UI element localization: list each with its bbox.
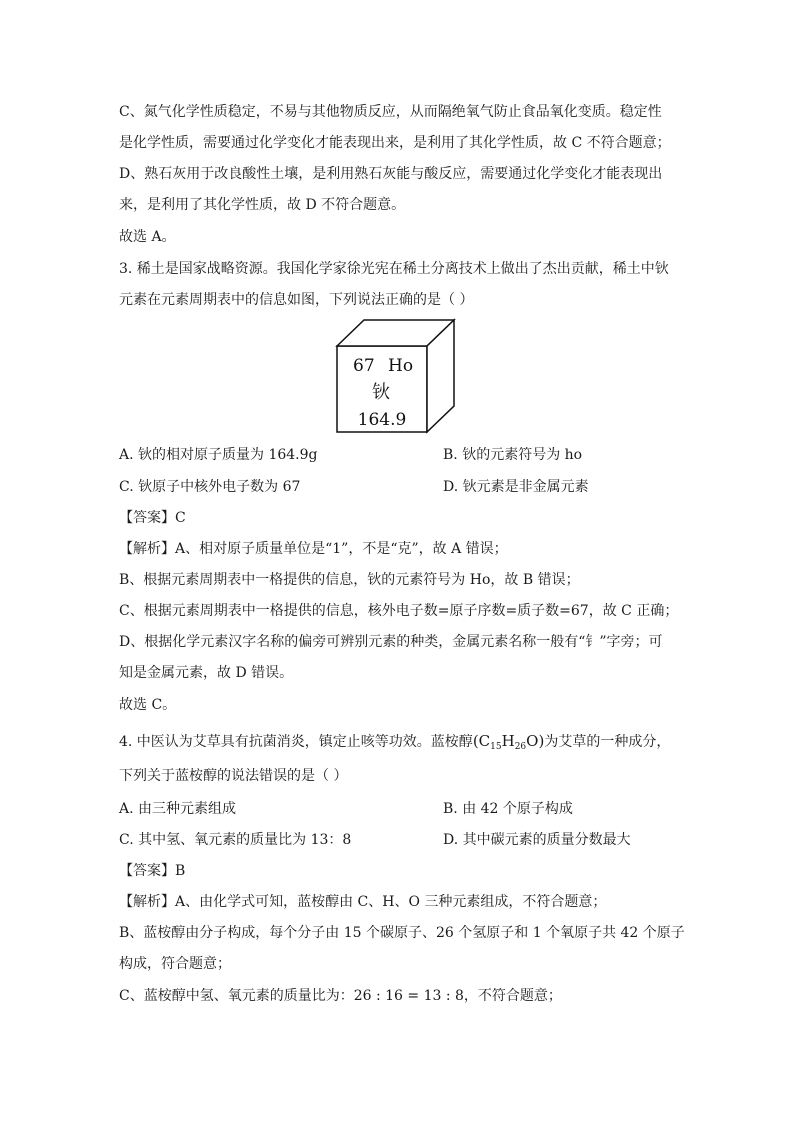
q4-analysis-a: 【解析】A、由化学式可知，蓝桉醇由 C、H、O 三种元素组成，不符合题意；: [119, 894, 607, 910]
q3-stem-line1: 3. 稀土是国家战略资源。我国化学家徐光宪在稀土分离技术上做出了杰出贡献，稀土中钬: [119, 261, 669, 277]
q2-c-line1: C、氮气化学性质稳定，不易与其他物质反应，从而隔绝氧气防止食品氧化变质。稳定性: [119, 104, 662, 120]
element-number: 67: [353, 356, 375, 376]
q4-option-c: C. 其中氢、氧元素的质量比为 13：8: [119, 832, 352, 848]
q3-analysis-b: B、根据元素周期表中一格提供的信息，钬的元素符号为 Ho，故 B 错误；: [119, 572, 580, 588]
q2-choice: 故选 A。: [119, 229, 176, 245]
q4-option-a: A. 由三种元素组成: [119, 801, 237, 817]
q2-d-line2: 来，是利用了其化学性质，故 D 不符合题意。: [119, 197, 406, 213]
element-cube-figure: [334, 318, 460, 438]
q3-option-c: C. 钬原子中核外电子数为 67: [119, 479, 301, 495]
q4-stem-pre: 4. 中医认为艾草具有抗菌消炎，镇定止咳等功效。蓝桉醇: [119, 734, 473, 750]
q3-option-d: D. 钬元素是非金属元素: [443, 479, 589, 495]
q3-analysis-d1: D、根据化学元素汉字名称的偏旁可辨别元素的种类，金属元素名称一般有“钅”字旁；可: [119, 634, 663, 650]
q2-d-line1: D、熟石灰用于改良酸性土壤，是利用熟石灰能与酸反应，需要通过化学变化才能表现出: [119, 166, 663, 182]
q4-answer: 【答案】B: [119, 863, 186, 879]
q3-choice: 故选 C。: [119, 697, 177, 713]
q4-analysis-b2: 构成，符合题意；: [119, 956, 231, 972]
q3-analysis-d2: 知是金属元素，故 D 错误。: [119, 665, 294, 681]
element-symbol: Ho: [388, 356, 414, 376]
q4-analysis-b1: B、蓝桉醇由分子构成，每个分子由 15 个碳原子、26 个氢原子和 1 个氧原子共 42 个原子: [119, 925, 685, 941]
chemical-formula: $(C_{15}H_{26}O)$: [472, 732, 545, 752]
q3-stem-line2: 元素在元素周期表中的信息如图，下列说法正确的是（ ）: [119, 292, 474, 308]
q4-analysis-c: C、蓝桉醇中氢、氧元素的质量比为：26 : 16 = 13 : 8，不符合题意；: [119, 988, 562, 1004]
q4-stem-line2: 下列关于蓝桉醇的说法错误的是（ ）: [119, 768, 348, 784]
q4-option-d: D. 其中碳元素的质量分数最大: [443, 832, 631, 848]
q3-analysis-a: 【解析】A、相对原子质量单位是“1”，不是“克”，故 A 错误；: [119, 541, 508, 557]
element-name: 钬: [372, 382, 390, 403]
q4-stem-line1: [119, 731, 670, 757]
q3-answer: 【答案】C: [119, 510, 186, 526]
q3-option-a: A. 钬的相对原子质量为 164.9g: [119, 447, 318, 463]
q3-analysis-c: C、根据元素周期表中一格提供的信息，核外电子数=原子序数=质子数=67，故 C 正确；: [119, 603, 679, 619]
q3-option-b: B. 钬的元素符号为 ho: [443, 447, 583, 463]
q2-c-line2: 是化学性质，需要通过化学变化才能表现出来，是利用了其化学性质，故 C 不符合题意；: [119, 135, 671, 151]
q4-option-b: B. 由 42 个原子构成: [443, 801, 573, 817]
q4-stem-post: 为艾草的一种成分，: [544, 734, 671, 750]
element-mass: 164.9: [357, 410, 407, 430]
